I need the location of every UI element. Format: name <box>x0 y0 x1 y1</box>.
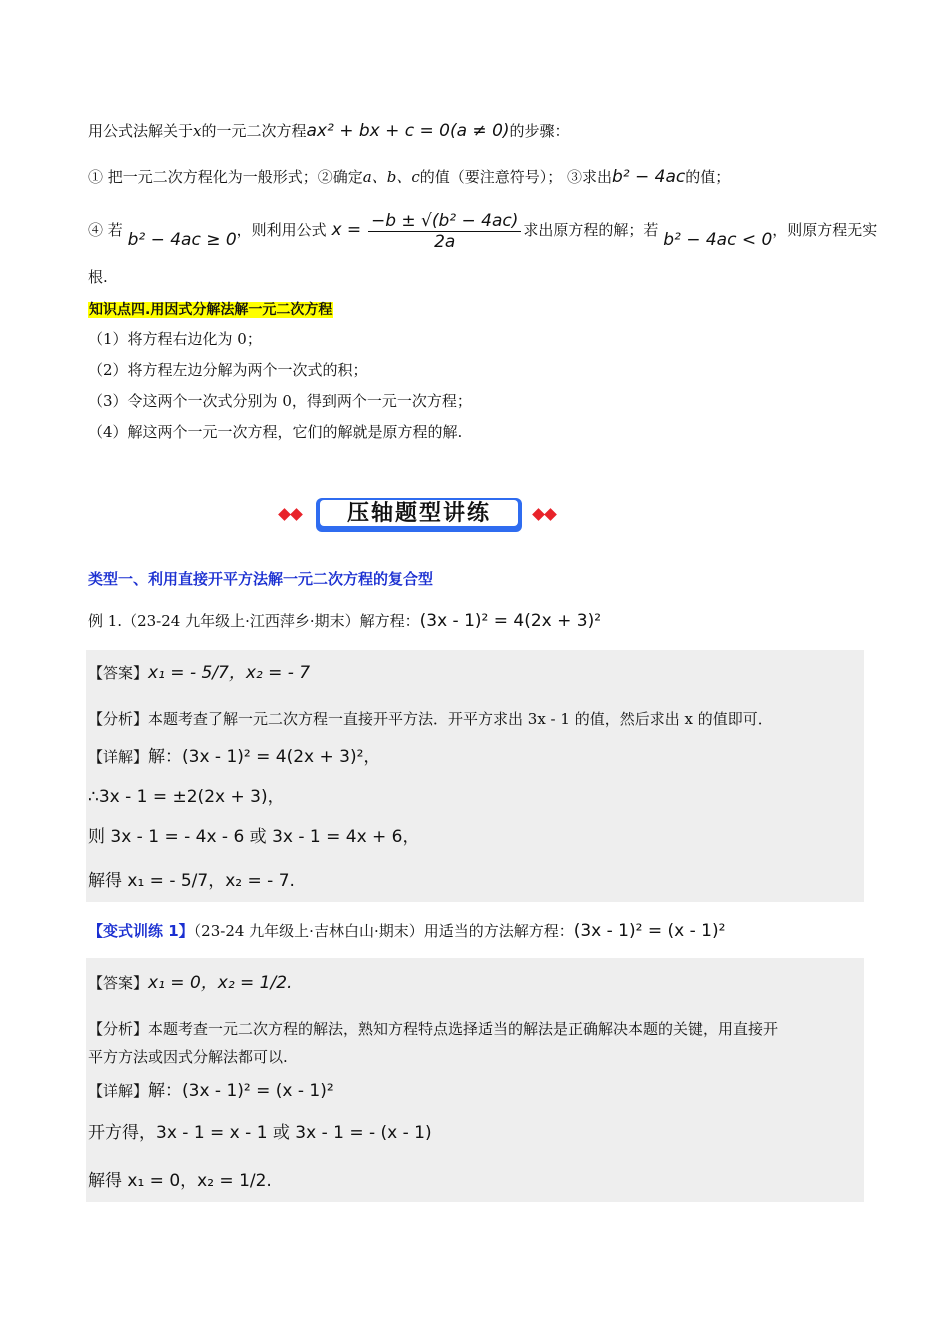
type1-title: 类型一、利用直接开平方法解一元二次方程的复合型 <box>88 570 434 588</box>
step4-c: 求出原方程的解；若 <box>523 221 659 239</box>
banner-pill-inner <box>320 500 518 526</box>
variant1-answer-row <box>88 972 292 994</box>
step4-d: ，则原方程无实 <box>772 221 878 239</box>
example1-detail-line: 则 3x - 1 = - 4x - 6 或 3x - 1 = 4x + 6， <box>88 827 420 847</box>
example1-solution-box <box>86 650 864 902</box>
formula-step4-line <box>88 208 877 252</box>
knowledge-point-title-row <box>88 298 333 321</box>
condition-lt: b² − 4ac < 0 <box>663 230 773 250</box>
example1-detail-row <box>88 746 380 768</box>
general-equation: ax² + bx + c = 0(a ≠ 0) <box>306 121 510 141</box>
steps-a: ① 把一元二次方程化为一般形式；②确定 <box>88 168 363 186</box>
diamond-icon <box>278 508 291 521</box>
type1-heading <box>88 568 433 590</box>
intro-text: 用公式法解关于 <box>88 122 194 140</box>
detail-label: 【详解】 <box>88 748 149 766</box>
step4-a: ④ 若 <box>88 221 123 239</box>
variant1-equation: (3x - 1)² = (x - 1)² <box>573 921 726 941</box>
step4-e: 根. <box>88 268 108 286</box>
steps-d: 的值； <box>685 168 731 186</box>
example1-analysis-row <box>88 708 773 730</box>
variant1-question <box>88 920 725 942</box>
formula-lhs: x = <box>331 220 362 240</box>
knowledge-item: （3）令这两个一次式分别为 0，得到两个一元一次方程； <box>88 392 472 410</box>
step4-b: ，则利用公式 <box>236 221 327 239</box>
variant1-prefix: （23-24 九年级上·吉林白山·期末）用适当的方法解方程： <box>193 922 574 940</box>
steps-abc: a、b、c <box>362 168 420 186</box>
banner-pill <box>316 498 522 532</box>
variant1-analysis-continued: 平方方法或因式分解法都可以. <box>88 1048 288 1066</box>
variant1-detail-line: 开方得，3x - 1 = x - 1 或 3x - 1 = - (x - 1) <box>88 1123 432 1143</box>
condition-ge: b² − 4ac ≥ 0 <box>127 230 237 250</box>
example1-answer-row <box>88 662 310 684</box>
variant1-analysis: 本题考查一元二次方程的解法，熟知方程特点选择适当的解法是正确解决本题的关键，用直接开 <box>148 1020 779 1038</box>
diamond-icon <box>544 508 557 521</box>
variant1-detail-row <box>88 1080 334 1102</box>
example1-prefix: 例 1.（23-24 九年级上·江西萍乡·期末）解方程： <box>88 612 420 630</box>
example1-answer: x₁ = - 5/7，x₂ = - 7 <box>148 663 311 683</box>
diamond-icon <box>290 508 303 521</box>
knowledge-item: （1）将方程右边化为 0； <box>88 330 262 348</box>
answer-label: 【答案】 <box>88 974 149 992</box>
knowledge-item: （2）将方程左边分解为两个一次式的积； <box>88 361 368 379</box>
intro-end-text: 的步骤： <box>509 122 570 140</box>
formula-denominator: 2a <box>434 231 456 252</box>
example1-detail-line: 解：(3x - 1)² = 4(2x + 3)²， <box>148 747 381 767</box>
example1-equation: (3x - 1)² = 4(2x + 3)² <box>419 611 602 631</box>
variant1-answer: x₁ = 0，x₂ = 1/2. <box>148 973 293 993</box>
variant1-label: 【变式训练 1】 <box>88 922 194 940</box>
variant1-analysis-row <box>88 1018 778 1040</box>
formula-method-intro <box>88 120 570 142</box>
discriminant: b² − 4ac <box>612 167 686 187</box>
variant1-detail-line: 解：(3x - 1)² = (x - 1)² <box>148 1081 334 1101</box>
formula-numerator: −b ± √(b² − 4ac) <box>368 211 521 232</box>
answer-label: 【答案】 <box>88 664 149 682</box>
analysis-label: 【分析】 <box>88 1020 149 1038</box>
diamond-icon <box>532 508 545 521</box>
intro-mid-text: 的一元二次方程 <box>201 122 307 140</box>
banner-title: 压轴题型讲练 <box>346 501 491 526</box>
knowledge-item: （4）解这两个一元一次方程，它们的解就是原方程的解. <box>88 423 463 441</box>
quadratic-formula <box>368 211 521 252</box>
var-x: x <box>193 122 202 140</box>
formula-steps-line <box>88 166 730 188</box>
section-banner <box>276 494 566 536</box>
example1-question <box>88 610 601 632</box>
example1-detail-line: ∴3x - 1 = ±2(2x + 3)， <box>88 787 285 807</box>
variant1-detail-line: 解得 x₁ = 0，x₂ = 1/2. <box>88 1171 272 1191</box>
example1-analysis: 本题考查了解一元二次方程一直接开平方法．开平方求出 3x - 1 的值，然后求出 x 的值即可． <box>148 710 773 728</box>
example1-detail-line: 解得 x₁ = - 5/7，x₂ = - 7. <box>88 871 295 891</box>
detail-label: 【详解】 <box>88 1082 149 1100</box>
steps-c: 的值（要注意符号）； ③求出 <box>419 168 613 186</box>
analysis-label: 【分析】 <box>88 710 149 728</box>
knowledge-point-title: 知识点四.用因式分解法解一元二次方程 <box>89 302 333 318</box>
